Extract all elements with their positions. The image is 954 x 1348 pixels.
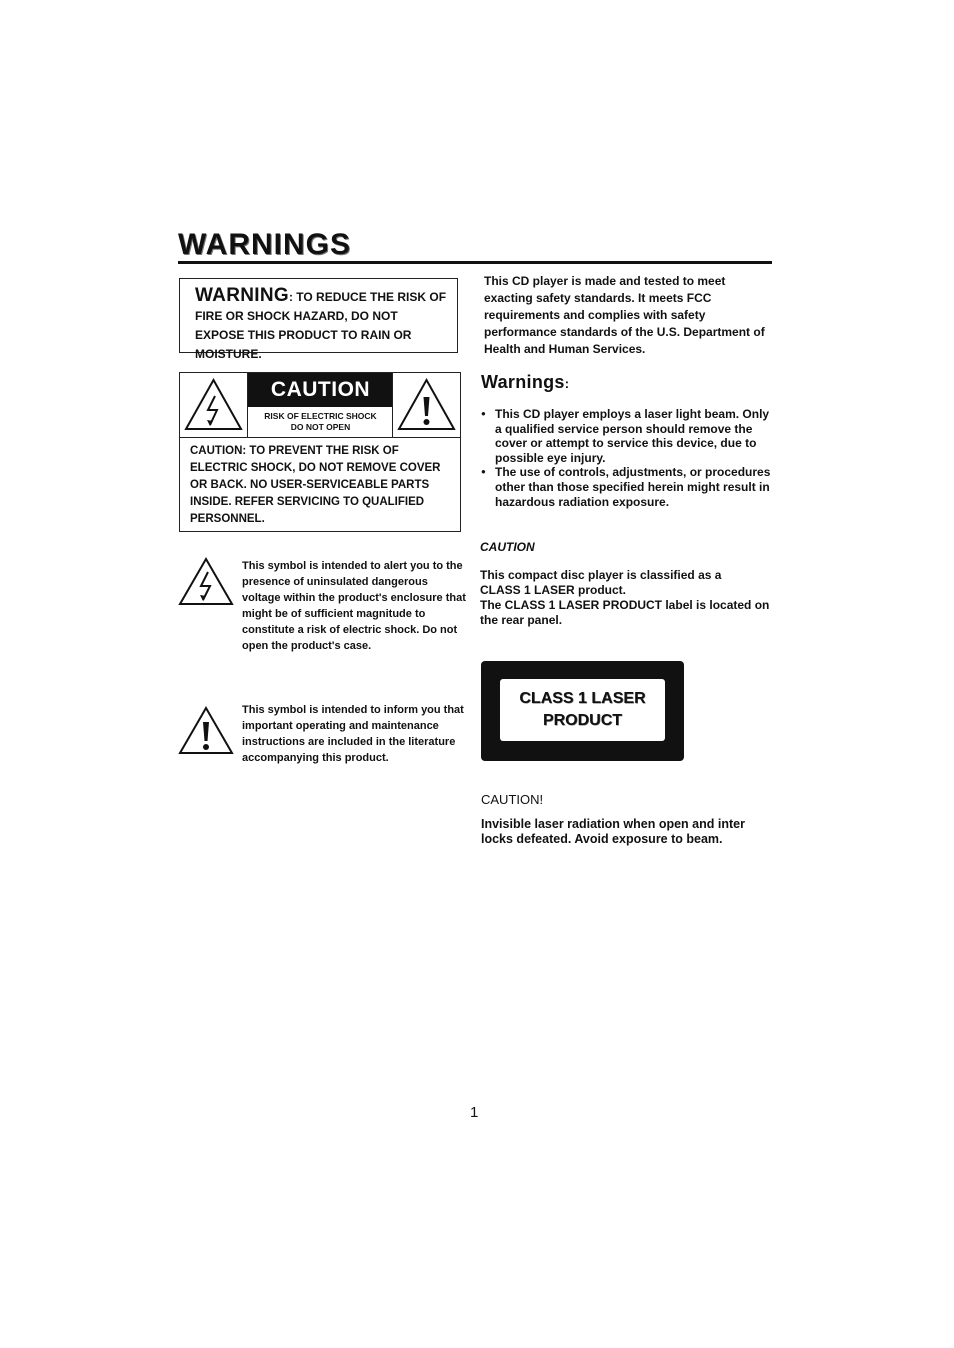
- caution-label-location-text: The CLASS 1 LASER PRODUCT label is located on the rear panel.: [480, 598, 770, 627]
- warning-box: [179, 278, 458, 361]
- caution-exclamation-heading: CAUTION!: [481, 792, 544, 807]
- caution-header: [180, 373, 460, 438]
- caution-classification-text: This compact disc player is classified as a CLASS 1 LASER product.: [480, 568, 722, 597]
- page-number: 1: [470, 1104, 479, 1121]
- class1-laser-label-inner: [500, 679, 665, 741]
- warning-heading: WARNING: [195, 285, 289, 306]
- warning-text: : TO REDUCE THE RISK OF FIRE OR SHOCK HAZARD, DO NOT EXPOSE THIS PRODUCT TO RAIN OR MOISTURE.: [195, 290, 447, 361]
- title-underline: [178, 261, 772, 264]
- caution-sub-line-2: DO NOT OPEN: [290, 422, 351, 432]
- exclamation-symbol-description: This symbol is intended to inform you that important operating and maintenance instructions are included in the literature accompanying this product.: [242, 704, 464, 764]
- caution-sub-line-1: RISK OF ELECTRIC SHOCK: [264, 411, 377, 421]
- lightning-triangle-icon: [180, 373, 247, 437]
- laser-label-line-1: CLASS 1 LASER: [519, 690, 646, 707]
- caution-box: [179, 372, 461, 532]
- exclamation-triangle-icon: [393, 373, 460, 437]
- class1-laser-label: [481, 661, 684, 761]
- list-item: ● This CD player employs a laser light beam. Only a qualified service person should remove the cover or attempt to service this device, due to possible eye injury.: [481, 407, 776, 465]
- list-item: ● The use of controls, adjustments, or procedures other than those specified herein might result in hazardous radiation exposure.: [481, 465, 776, 509]
- intro-paragraph: This CD player is made and tested to meet exacting safety standards. It meets FCC requirements and complies with safety performance standards of the U.S. Department of Health and Human Services.: [484, 274, 765, 356]
- warnings-heading-text: Warnings: [481, 372, 565, 392]
- warnings-list: [481, 407, 776, 509]
- exclamation-triangle-icon: [178, 706, 234, 756]
- caution-body-heading: CAUTION: [190, 445, 243, 457]
- lightning-triangle-icon: [178, 557, 234, 607]
- warnings-heading-colon: :: [564, 376, 570, 391]
- lightning-symbol-description: This symbol is intended to alert you to the presence of uninsulated dangerous voltage within the product's enclosure that might be of sufficient magnitude to constitute a risk of electric shock. Do not open the product's case.: [242, 560, 466, 652]
- invisible-radiation-warning: Invisible laser radiation when open and inter locks defeated. Avoid exposure to beam.: [481, 817, 745, 846]
- caution-heading: CAUTION: [480, 540, 535, 554]
- caution-body-text: : TO PREVENT THE RISK OF ELECTRIC SHOCK, DO NOT REMOVE COVER OR BACK. NO USER-SERVICEABLE PARTS INSIDE. REFER SERVICING TO QUALIFIED PERSONNEL.: [190, 445, 441, 525]
- caution-lightning-cell: [180, 373, 248, 437]
- caution-body: [190, 443, 452, 528]
- laser-label-line-2: PRODUCT: [542, 712, 623, 729]
- warnings-heading: [481, 372, 569, 393]
- caution-exclamation-cell: [392, 373, 460, 437]
- caution-banner: CAUTION: [248, 373, 393, 407]
- page-title: WARNINGS: [178, 228, 351, 261]
